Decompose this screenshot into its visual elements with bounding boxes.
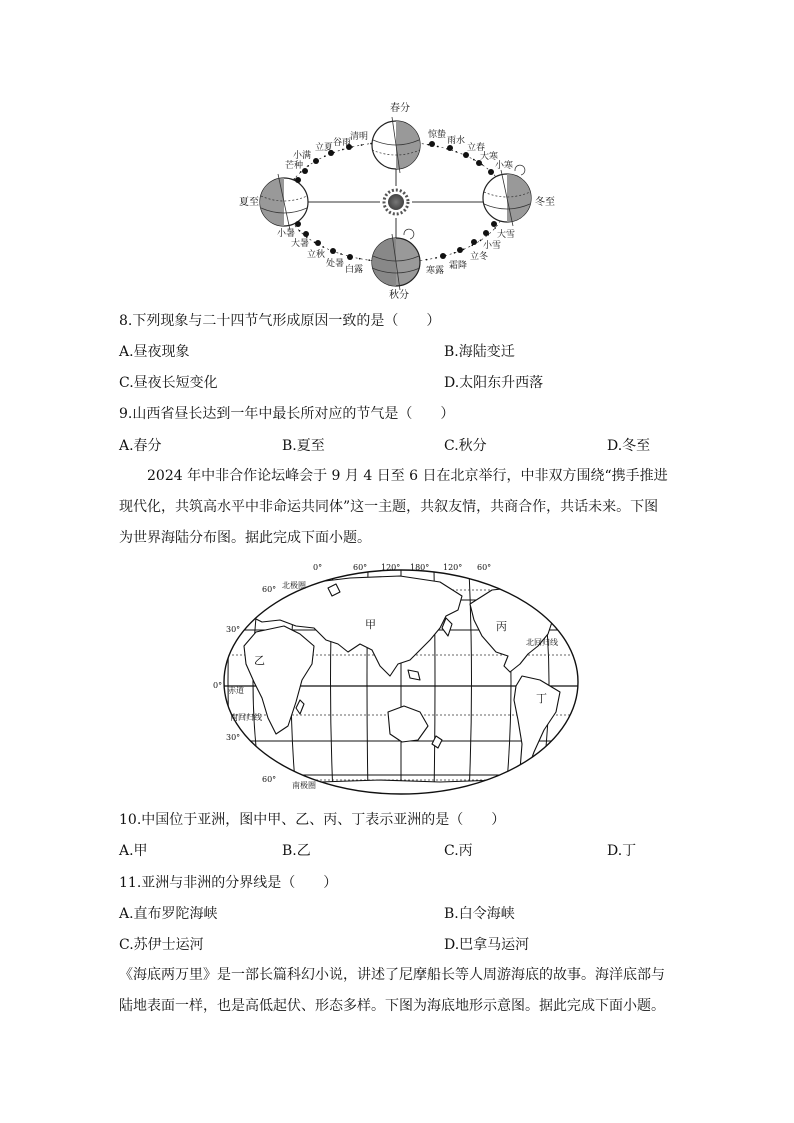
- svg-text:大暑: 大暑: [291, 239, 310, 249]
- passage-undersea: 《海底两万里》是一部长篇科幻小说，讲述了尼摩船长等人周游海底的故事。海洋底部与陆地表面一样，也是高低起伏、形态多样。下图为海底地形示意图。据此完成下面小题。: [119, 967, 665, 1014]
- equator-label: 赤道: [228, 686, 244, 695]
- svg-text:大寒: 大寒: [480, 152, 499, 162]
- earth-qiufen: [372, 229, 420, 290]
- region-label-bing: 丙: [496, 620, 507, 633]
- svg-text:白露: 白露: [345, 265, 364, 275]
- label-chunfen: 春分: [390, 103, 410, 114]
- region-label-yi: 乙: [254, 654, 265, 667]
- lon-label-0: 0°: [313, 563, 323, 572]
- tropic-cancer-label: 北回归线: [526, 638, 558, 647]
- q9-option-d[interactable]: D.冬至: [607, 438, 651, 454]
- svg-text:清明: 清明: [350, 132, 369, 142]
- q10-option-d[interactable]: D.丁: [607, 843, 637, 859]
- lat-label-30s: 30°: [226, 733, 241, 742]
- lat-label-60n: 60°: [262, 585, 277, 594]
- region-label-ding: 丁: [536, 692, 547, 705]
- q8-option-d[interactable]: D.太阳东升西落: [444, 375, 544, 391]
- svg-text:立春: 立春: [467, 143, 486, 153]
- q11-option-a[interactable]: A.直布罗陀海峡: [119, 906, 218, 922]
- svg-text:小寒: 小寒: [495, 161, 514, 171]
- svg-text:处暑: 处暑: [326, 259, 345, 269]
- svg-text:谷雨: 谷雨: [333, 138, 352, 148]
- q11-option-c[interactable]: C.苏伊士运河: [119, 937, 204, 953]
- svg-text:小雪: 小雪: [483, 241, 502, 251]
- svg-text:立冬: 立冬: [470, 252, 489, 262]
- q9-option-c[interactable]: C.秋分: [444, 438, 487, 454]
- q10-stem: 10.中国位于亚洲，图中甲、乙、丙、丁表示亚洲的是（ ）: [119, 812, 506, 828]
- label-qiufen: 秋分: [389, 290, 409, 301]
- q8-option-c[interactable]: C.昼夜长短变化: [119, 375, 218, 391]
- lat-label-30n: 30°: [226, 625, 241, 634]
- svg-text:大雪: 大雪: [497, 230, 516, 240]
- lon-label-120w: 120°: [443, 563, 463, 572]
- lon-label-60w: 60°: [477, 563, 492, 572]
- q8-stem: 8.下列现象与二十四节气形成原因一致的是（ ）: [119, 313, 441, 329]
- lon-label-180: 180°: [410, 563, 430, 572]
- passage-forum: 2024 年中非合作论坛峰会于 9 月 4 日至 6 日在北京举行，中非双方围绕“携手推进现代化，共筑高水平中非命运共同体”这一主题，共叙友情，共商合作，共话未来。下图为世界海陆分布图。据此完成下面小题。: [119, 468, 668, 546]
- svg-text:小满: 小满: [293, 151, 312, 161]
- tropic-capricorn-label: 南回归线: [230, 713, 262, 722]
- antarctic-circle-label: 南极圈: [292, 781, 316, 790]
- q10-option-c[interactable]: C.丙: [444, 843, 473, 859]
- lon-label-60e: 60°: [353, 563, 368, 572]
- q11-stem: 11.亚洲与非洲的分界线是（ ）: [119, 875, 338, 891]
- svg-text:雨水: 雨水: [447, 136, 466, 146]
- svg-text:霜降: 霜降: [449, 261, 468, 271]
- q10-option-a[interactable]: A.甲: [119, 843, 148, 859]
- svg-text:芒种: 芒种: [285, 161, 304, 171]
- svg-text:立秋: 立秋: [307, 250, 326, 260]
- q8-option-b[interactable]: B.海陆变迁: [444, 344, 515, 360]
- q9-option-b[interactable]: B.夏至: [282, 438, 325, 454]
- lat-label-60s: 60°: [262, 775, 277, 784]
- lat-label-0: 0°: [213, 681, 223, 690]
- q8-option-a[interactable]: A.昼夜现象: [119, 344, 190, 360]
- region-label-jia: 甲: [365, 618, 376, 631]
- q11-option-b[interactable]: B.白令海峡: [444, 906, 515, 922]
- svg-text:寒露: 寒露: [426, 266, 445, 276]
- q9-option-a[interactable]: A.春分: [119, 438, 162, 454]
- arctic-circle-label: 北极圈: [282, 581, 306, 590]
- earth-xiazhi: [260, 174, 308, 230]
- solar-terms-orbit-diagram: [228, 92, 568, 304]
- svg-text:小暑: 小暑: [277, 229, 296, 239]
- label-xiazhi: 夏至: [239, 197, 259, 208]
- earth-chunfen: [372, 117, 420, 173]
- world-land-sea-map: [200, 560, 590, 800]
- sun-icon: [384, 190, 408, 214]
- q11-option-d[interactable]: D.巴拿马运河: [444, 937, 530, 953]
- q10-option-b[interactable]: B.乙: [282, 843, 311, 859]
- svg-text:立夏: 立夏: [315, 143, 334, 153]
- svg-text:惊蛰: 惊蛰: [428, 130, 447, 140]
- q9-stem: 9.山西省昼长达到一年中最长所对应的节气是（ ）: [119, 406, 455, 422]
- lon-label-120e: 120°: [381, 563, 401, 572]
- label-dongzhi: 冬至: [535, 197, 555, 208]
